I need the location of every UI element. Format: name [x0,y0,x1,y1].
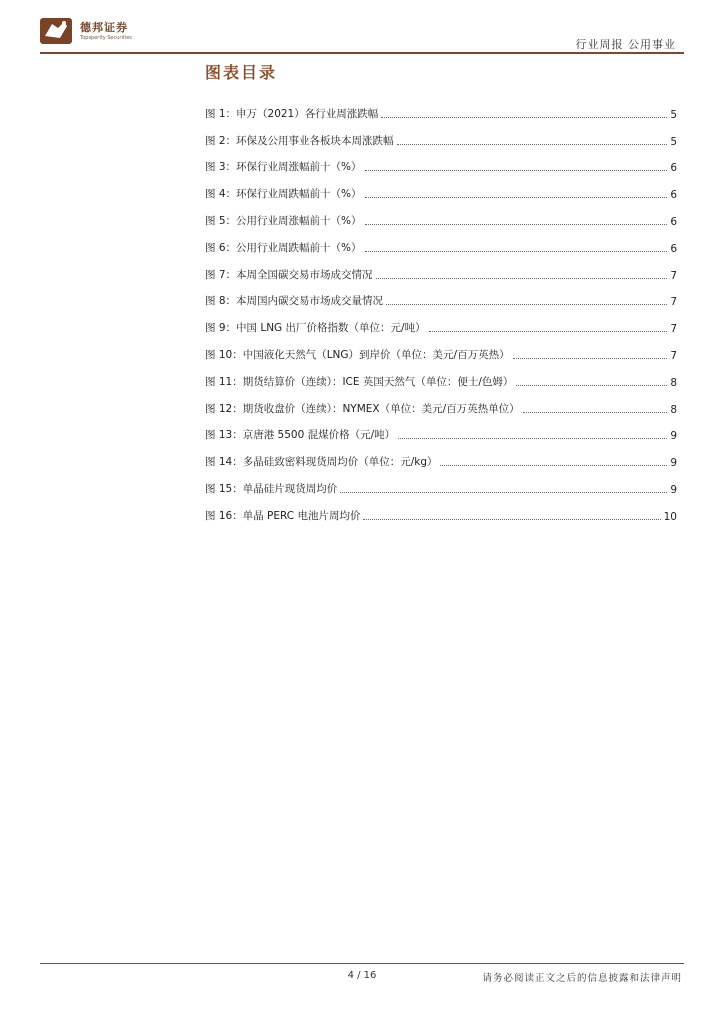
toc-item-label: 图 2：环保及公用事业各板块本周涨跌幅 [205,134,394,147]
toc-item-page: 7 [670,349,677,362]
toc-item-page: 9 [670,430,677,443]
toc-item-page: 8 [670,376,677,389]
toc-item[interactable] [205,442,677,469]
toc-leader-dots [381,116,667,118]
toc-leader-dots [398,437,667,439]
toc-leader-dots [363,518,660,520]
toc-leader-dots [429,330,668,332]
toc-item-page: 5 [670,135,677,148]
toc-item-page: 9 [670,457,677,470]
toc-item-label: 图 4：环保行业周跌幅前十（%） [205,188,362,201]
logo-chinese-name: 德邦证券 [80,20,128,34]
toc-item-page: 6 [670,189,677,202]
toc-item-page: 7 [670,269,677,282]
company-logo [38,14,132,48]
toc-item-label: 图 14：多晶硅致密料现货周均价（单位：元/kg） [205,456,438,469]
toc-item[interactable] [205,228,677,255]
toc-item-label: 图 11：期货结算价（连续）：ICE 英国天然气（单位：便士/色姆） [205,375,514,388]
header-divider [40,52,684,54]
toc-item[interactable] [205,469,677,496]
toc-item-label: 图 7：本周全国碳交易市场成交情况 [205,268,373,281]
footer-divider [40,963,684,964]
toc-item[interactable] [205,335,677,362]
toc-item[interactable] [205,308,677,335]
toc-item[interactable] [205,94,677,121]
toc-leader-dots [376,277,668,279]
logo-english-name: Topsperity Securities [80,34,132,41]
toc-item-page: 6 [670,215,677,228]
toc-leader-dots [513,357,668,359]
toc-item-page: 5 [670,108,677,121]
disclaimer-note: 请务必阅读正文之后的信息披露和法律声明 [482,973,682,984]
toc-item-label: 图 13：京唐港 5500 混煤价格（元/吨） [205,429,396,442]
toc-leader-dots [365,169,668,171]
toc-item-label: 图 10：中国液化天然气（LNG）到岸价（单位：美元/百万英热） [205,348,510,361]
toc-leader-dots [365,196,668,198]
toc-item-label: 图 16：单晶 PERC 电池片周均价 [205,509,361,522]
toc-item-label: 图 1：申万（2021）各行业周涨跌幅 [205,107,379,120]
toc-leader-dots [365,250,668,252]
toc-item[interactable] [205,174,677,201]
toc-item-page: 6 [670,242,677,255]
toc-item-label: 图 15：单晶硅片现货周均价 [205,482,338,495]
logo-emblem-icon [38,14,74,48]
toc-item-page: 8 [670,403,677,416]
toc-leader-dots [523,411,668,413]
toc-item-label: 图 5：公用行业周涨幅前十（%） [205,214,362,227]
toc-list [205,94,677,523]
toc-item-page: 10 [663,510,677,523]
toc-item[interactable] [205,362,677,389]
toc-leader-dots [516,384,667,386]
toc-item-label: 图 9：中国 LNG 出厂价格指数（单位：元/吨） [205,322,426,335]
toc-item[interactable] [205,201,677,228]
page-number: 4 / 16 [347,970,377,981]
toc-item[interactable] [205,416,677,443]
report-category: 行业周报 公用事业 [575,38,676,51]
toc-item[interactable] [205,389,677,416]
toc-leader-dots [340,491,667,493]
toc-item[interactable] [205,282,677,309]
toc-item[interactable] [205,148,677,175]
toc-item-label: 图 3：环保行业周涨幅前十（%） [205,161,362,174]
toc-item-page: 7 [670,323,677,336]
toc-item[interactable] [205,121,677,148]
toc-item-page: 7 [670,296,677,309]
toc-item-label: 图 12：期货收盘价（连续）：NYMEX（单位：美元/百万英热单位） [205,402,520,415]
toc-leader-dots [386,303,667,305]
toc-item[interactable] [205,255,677,282]
toc-item-label: 图 6：公用行业周跌幅前十（%） [205,241,362,254]
toc-item-page: 9 [670,483,677,496]
toc-item-label: 图 8：本周国内碳交易市场成交量情况 [205,295,384,308]
toc-title: 图表目录 [205,63,278,82]
toc-leader-dots [440,464,667,466]
toc-leader-dots [365,223,668,225]
toc-leader-dots [397,143,668,145]
toc-item-page: 6 [670,162,677,175]
toc-item[interactable] [205,496,677,523]
